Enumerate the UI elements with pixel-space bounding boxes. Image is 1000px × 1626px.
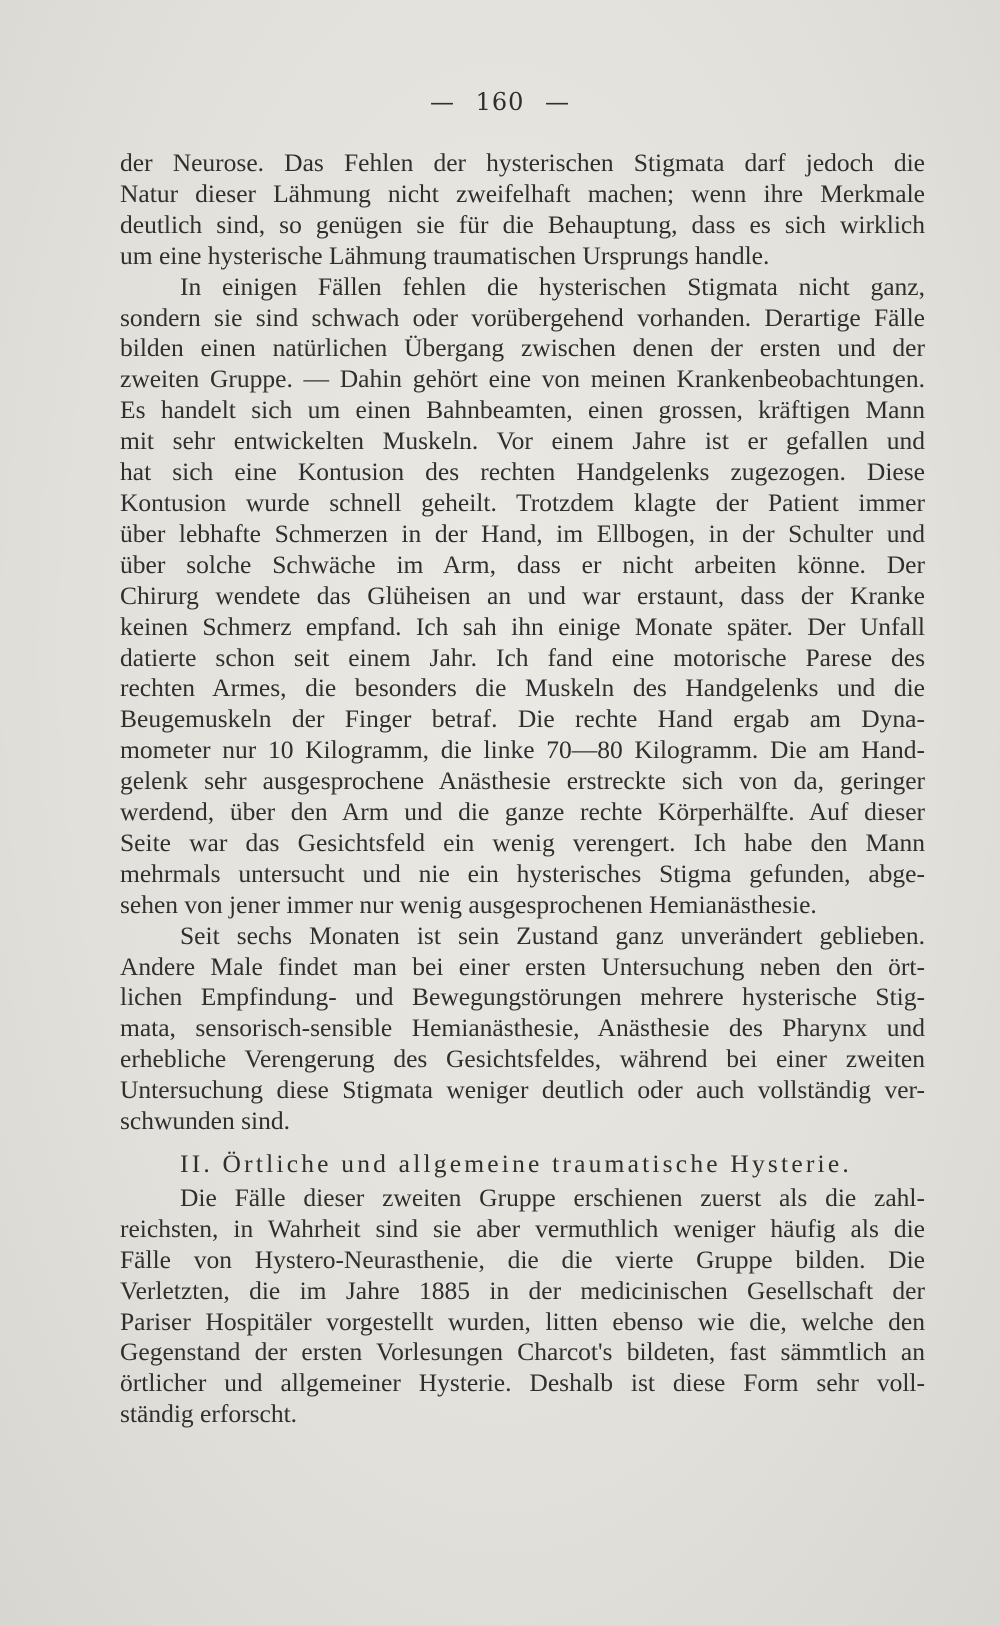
text-line: keinen Schmerz empfand. Ich sah ihn einige Monate später. Der Unfall bbox=[120, 611, 925, 641]
paragraph bbox=[120, 921, 925, 1137]
text-line: reichsten, in Wahrheit sind sie aber vermuthlich weniger häufig als die bbox=[120, 1213, 925, 1243]
text-line: Die Fälle dieser zweiten Gruppe erschienen zuerst als die zahl- bbox=[180, 1182, 925, 1212]
text-line: hat sich eine Kontusion des rechten Handgelenks zugezogen. Diese bbox=[120, 457, 925, 487]
text-line: Andere Male findet man bei einer ersten Untersuchung neben den ört- bbox=[120, 951, 925, 981]
text-line: schwunden sind. bbox=[120, 1106, 290, 1136]
text-line: über solche Schwäche im Arm, dass er nicht arbeiten könne. Der bbox=[120, 549, 925, 579]
text-line: Untersuchung diese Stigmata weniger deutlich oder auch vollständig ver- bbox=[120, 1075, 925, 1105]
text-line: Verletzten, die im Jahre 1885 in der medicinischen Gesellschaft der bbox=[120, 1275, 925, 1305]
text-line: zweiten Gruppe. — Dahin gehört eine von meinen Krankenbeobachtungen. bbox=[120, 364, 925, 394]
paragraph bbox=[120, 1183, 925, 1430]
text-line: sondern sie sind schwach oder vorübergehend vorhanden. Derartige Fälle bbox=[120, 302, 925, 332]
text-line: datierte schon seit einem Jahr. Ich fand eine motorische Parese des bbox=[120, 642, 925, 672]
text-line: Chirurg wendete das Glüheisen an und war erstaunt, dass der Kranke bbox=[120, 580, 925, 610]
paragraph bbox=[120, 272, 925, 921]
text-line: Pariser Hospitäler vorgestellt wurden, litten ebenso wie die, welche den bbox=[120, 1306, 925, 1336]
text-line: der Neurose. Das Fehlen der hysterischen Stigmata darf jedoch die bbox=[120, 148, 925, 177]
text-line: In einigen Fällen fehlen die hysterischen Stigmata nicht ganz, bbox=[180, 271, 925, 301]
text-line: sehen von jener immer nur wenig ausgesprochenen Hemianästhesie. bbox=[120, 889, 817, 919]
text-line: Seite war das Gesichtsfeld ein wenig verengert. Ich habe den Mann bbox=[120, 827, 925, 857]
text-line: örtlicher und allgemeiner Hysterie. Deshalb ist diese Form sehr voll- bbox=[120, 1368, 925, 1398]
text-line: Beugemuskeln der Finger betraf. Die rechte Hand ergab am Dyna- bbox=[120, 704, 925, 734]
text-line: Natur dieser Lähmung nicht zweifelhaft machen; wenn ihre Merkmale bbox=[120, 178, 925, 208]
text-line: Kontusion wurde schnell geheilt. Trotzdem klagte der Patient immer bbox=[120, 487, 925, 517]
header-dash-right: — bbox=[545, 88, 571, 116]
text-line: Seit sechs Monaten ist sein Zustand ganz unverändert geblieben. bbox=[180, 920, 925, 950]
text-line: mata, sensorisch-sensible Hemianästhesie, Anästhesie des Pharynx und bbox=[120, 1013, 925, 1043]
text-line: über lebhafte Schmerzen in der Hand, im Ellbogen, in der Schulter und bbox=[120, 518, 925, 548]
text-line: lichen Empfindung- und Bewegungstörungen mehrere hysterische Stig- bbox=[120, 982, 925, 1012]
text-line: um eine hysterische Lähmung traumatischen Ursprungs handle. bbox=[120, 240, 770, 270]
page-number: 160 bbox=[475, 88, 525, 116]
text-line: mit sehr entwickelten Muskeln. Vor einem Jahre ist er gefallen und bbox=[120, 426, 925, 456]
header-dash-left: — bbox=[429, 88, 455, 116]
page-header bbox=[0, 88, 1000, 116]
text-line: bilden einen natürlichen Übergang zwischen denen der ersten und der bbox=[120, 333, 925, 363]
paragraph bbox=[120, 148, 925, 272]
text-line: Gegenstand der ersten Vorlesungen Charcot's bildeten, fast sämmtlich an bbox=[120, 1337, 925, 1367]
text-line: Fälle von Hystero-Neurasthenie, die die vierte Gruppe bilden. Die bbox=[120, 1244, 925, 1274]
text-line: werdend, über den Arm und die ganze rechte Körperhälfte. Auf dieser bbox=[120, 797, 925, 827]
text-line: mometer nur 10 Kilogramm, die linke 70—80 Kilogramm. Die am Hand- bbox=[120, 735, 925, 765]
text-line: mehrmals untersucht und nie ein hysterisches Stigma gefunden, abge- bbox=[120, 858, 925, 888]
text-line: ständig erforscht. bbox=[120, 1399, 298, 1429]
text-line: rechten Armes, die besonders die Muskeln des Handgelenks und die bbox=[120, 673, 925, 703]
text-line: erhebliche Verengerung des Gesichtsfeldes, während bei einer zweiten bbox=[120, 1044, 925, 1074]
body-text bbox=[120, 148, 925, 1430]
section-heading: II. Örtliche und allgemeine traumatische Hysterie. bbox=[180, 1149, 852, 1178]
text-line: Es handelt sich um einen Bahnbeamten, einen grossen, kräftigen Mann bbox=[120, 395, 925, 425]
text-line: gelenk sehr ausgesprochene Anästhesie erstreckte sich von da, geringer bbox=[120, 766, 925, 796]
text-line: deutlich sind, so genügen sie für die Behauptung, dass es sich wirklich bbox=[120, 209, 925, 239]
